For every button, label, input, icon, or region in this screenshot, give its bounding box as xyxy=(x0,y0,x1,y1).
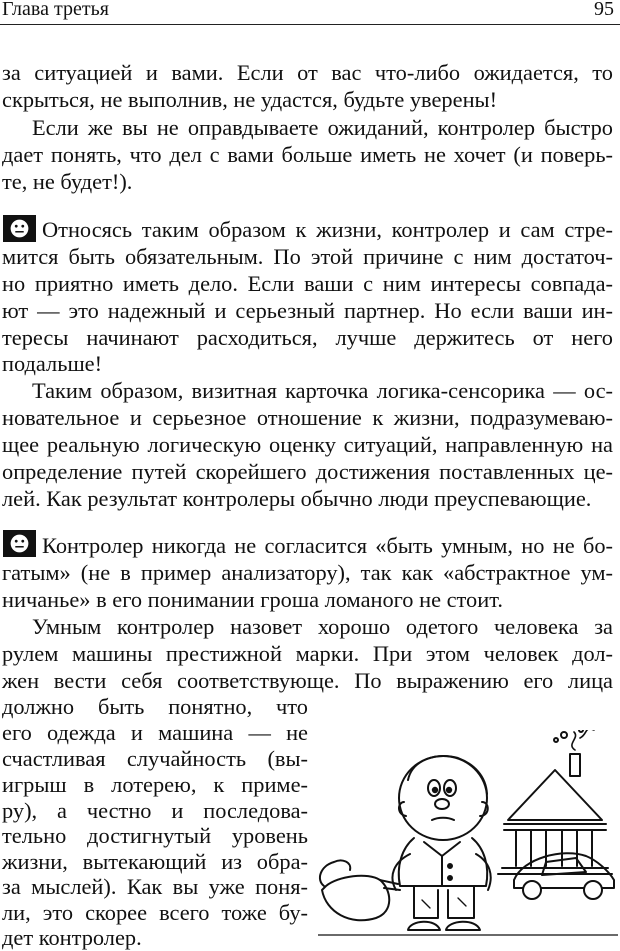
text-line: дет контролер. xyxy=(2,925,142,950)
car-icon xyxy=(514,853,614,899)
text-line: Если же вы не оправдываете ожиданий, контролер быстро xyxy=(32,115,613,140)
bank-building-icon xyxy=(498,730,612,874)
text-line: новательное и серьезное отношение к жизни, подразумеваю- xyxy=(2,405,613,430)
text-line: дает понять, что дел с вами больше иметь не хочет (и поверь- xyxy=(2,142,613,167)
text-line: тересы начинают расходиться, лучше держитесь от него xyxy=(2,325,613,350)
text-line: Контролер никогда не согласится «быть умным, но не бо- xyxy=(42,533,613,558)
text-line: игрыш в лотерею, к приме- xyxy=(2,772,308,797)
text-line: жен вести себя соответствующе. По выражению его лица xyxy=(2,668,613,693)
text-line: подальше! xyxy=(2,351,103,376)
neutral-face-icon xyxy=(3,215,36,242)
text-line: лей. Как результат контролеры обычно люди преуспевающие. xyxy=(2,486,592,511)
cartoon-man-icon xyxy=(392,756,490,930)
text-line: определение путей скорейшего достижения поставленных це- xyxy=(2,459,613,484)
text-line: жизни, вытекающий из обра- xyxy=(2,849,308,874)
text-line: те, не будет!). xyxy=(2,169,133,194)
text-line: должно быть понятно, что xyxy=(2,694,308,719)
running-head: Глава третья xyxy=(2,0,109,20)
text-line: ли, это скорее всего тоже бу- xyxy=(2,900,308,925)
neutral-face-icon xyxy=(3,530,36,557)
cartoon-illustration xyxy=(318,730,618,945)
text-line: щее реальную логическую оценку ситуаций, направленную на xyxy=(2,432,613,457)
text-line: рулем машины престижной марки. При этом человек дол- xyxy=(2,641,613,666)
text-line: скрыться, не выполнив, не удастся, будьте уверены! xyxy=(2,87,498,112)
text-line: за ситуацией и вами. Если от вас что-либо ожидается, то xyxy=(2,60,613,85)
text-line: счастливая случайность (вы- xyxy=(2,746,308,771)
text-line: Умным контролер назовет хорошо одетого человека за xyxy=(32,614,613,639)
page-number: 95 xyxy=(594,0,614,20)
text-line: Таким образом, визитная карточка логика-сенсорика — ос- xyxy=(32,378,613,403)
money-sack-icon xyxy=(320,860,400,920)
text-line: Относясь таким образом к жизни, контролер и сам стре- xyxy=(42,217,613,242)
text-line: за мыслей). Как вы уже поня- xyxy=(2,874,308,899)
text-line: но приятно иметь дело. Если ваши с ним интересы совпада- xyxy=(2,271,613,296)
text-line: гатым» (не в пример анализатору), так как «абстрактное ум- xyxy=(2,560,613,585)
text-line: ничанье» в его понимании гроша ломаного не стоит. xyxy=(2,587,503,612)
page-header xyxy=(0,0,620,25)
text-line: его одежда и машина — не xyxy=(2,720,308,745)
text-line: ру), а честно и последова- xyxy=(2,798,308,823)
text-line: мится быть обязательным. По этой причине с ним достаточ- xyxy=(2,244,613,269)
text-line: тельно достигнутый уровень xyxy=(2,823,308,848)
text-line: ют — это надежный и серьезный партнер. Но если ваши ин- xyxy=(2,298,613,323)
